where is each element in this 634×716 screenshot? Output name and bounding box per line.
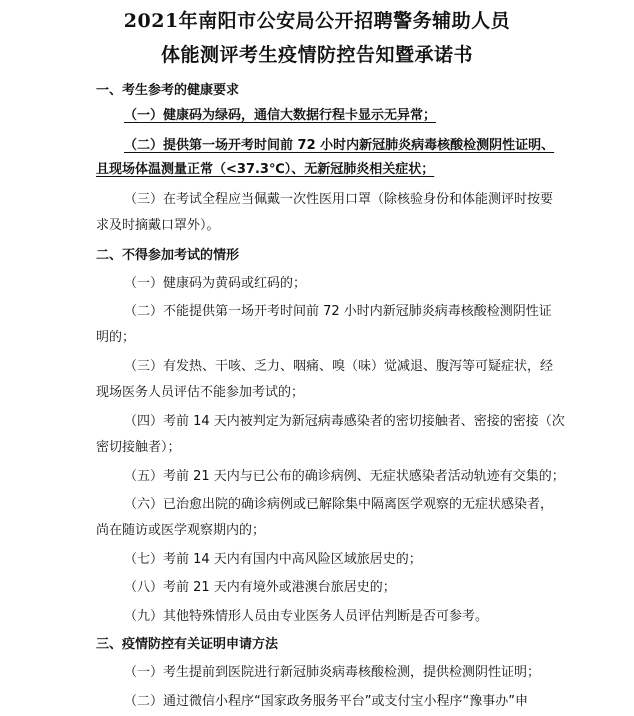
- requirement-item-2-line-1: （二）提供第一场开考时间前 72 小时内新冠肺炎病毒核酸检测阴性证明、: [124, 138, 555, 153]
- section-heading-certificate-application: 三、疫情防控有关证明申请方法: [96, 637, 279, 652]
- exclusion-item-2-line-2: 明的；: [96, 330, 136, 345]
- exclusion-item-5: （五）考前 21 天内与已公布的确诊病例、无症状感染者活动轨迹有交集的；: [124, 469, 565, 484]
- certificate-item-1: （一）考生提前到医院进行新冠肺炎病毒核酸检测，提供检测阴性证明；: [124, 665, 541, 680]
- exclusion-item-4-line-1: （四）考前 14 天内被判定为新冠病毒感染者的密切接触者、密接的密接（次: [124, 414, 565, 429]
- section-heading-exclusion-cases: 二、不得参加考试的情形: [96, 248, 240, 263]
- document-title-line-2: 体能测评考生疫情防控告知暨承诺书: [160, 44, 473, 66]
- exclusion-item-6-line-1: （六）已治愈出院的确诊病例或已解除集中隔离医学观察的无症状感染者，: [124, 497, 554, 512]
- exclusion-item-6-line-2: 尚在随访或医学观察期内的；: [96, 523, 266, 538]
- exclusion-item-9: （九）其他特殊情形人员由专业医务人员评估判断是否可参考。: [124, 609, 489, 624]
- section-heading-health-requirements: 一、考生参考的健康要求: [96, 83, 240, 98]
- exclusion-item-1: （一）健康码为黄码或红码的；: [124, 276, 307, 291]
- exclusion-item-3-line-1: （三）有发热、干咳、乏力、咽痛、嗅（味）觉减退、腹泻等可疑症状，经: [124, 359, 554, 374]
- requirement-item-1: （一）健康码为绿码，通信大数据行程卡显示无异常；: [124, 108, 437, 123]
- exclusion-item-8: （八）考前 21 天内有境外或港澳台旅居史的；: [124, 580, 396, 595]
- requirement-item-3-line-1: （三）在考试全程应当佩戴一次性医用口罩（除核验身份和体能测评时按要: [124, 192, 554, 207]
- exclusion-item-7: （七）考前 14 天内有国内中高风险区域旅居史的；: [124, 552, 422, 567]
- requirement-item-2-line-2: 且现场体温测量正常（<37.3℃）、无新冠肺炎相关症状；: [96, 162, 435, 177]
- exclusion-item-2-line-1: （二）不能提供第一场开考时间前 72 小时内新冠肺炎病毒核酸检测阴性证: [124, 304, 552, 319]
- exclusion-item-4-line-2: 密切接触者）；: [96, 440, 181, 455]
- certificate-item-2-line-1: （二）通过微信小程序“国家政务服务平台”或支付宝小程序“豫事办”申: [124, 694, 528, 709]
- document-title-line-1: 2021年南阳市公安局公开招聘警务辅助人员: [123, 10, 511, 32]
- requirement-item-3-line-2: 求及时摘戴口罩外）。: [96, 218, 220, 233]
- exclusion-item-3-line-2: 现场医务人员评估不能参加考试的；: [96, 385, 305, 400]
